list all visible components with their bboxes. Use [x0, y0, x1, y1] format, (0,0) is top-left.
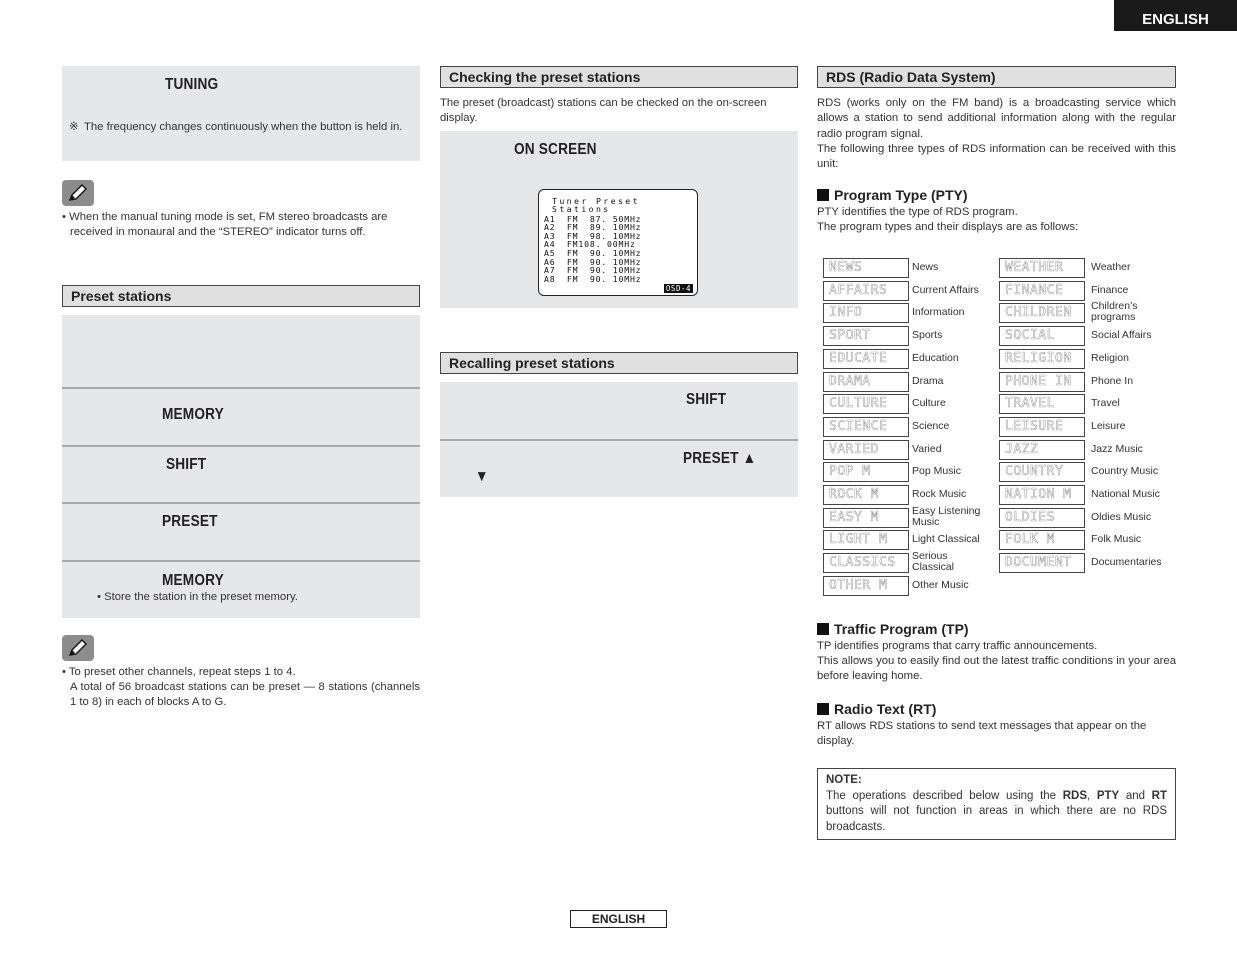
- pty-description: Weather: [1091, 261, 1131, 273]
- pty-description: Science: [912, 420, 950, 432]
- pty-description: Easy Listening Music: [912, 505, 981, 528]
- pty-description: News: [912, 261, 939, 273]
- preset-repeat-note: • To preset other channels, repeat steps 1 to 4. A total of 56 broadcast stations can be preset — 8 stations (channels 1 to 8) in each of blocks A to G.: [62, 665, 420, 711]
- square-bullet-icon: [817, 703, 829, 715]
- pty-description: Finance: [1091, 284, 1129, 296]
- pty-description: Social Affairs: [1091, 329, 1152, 341]
- osd-preset-display: [538, 189, 698, 296]
- tp-section: [817, 620, 1176, 840]
- osd-station-line: A6 FM 90. 10MHz: [544, 256, 642, 267]
- pty-code: INFO: [823, 303, 909, 323]
- osd-station-line: A4 FM108. 00MHz: [544, 239, 636, 250]
- pty-description: Travel: [1091, 397, 1120, 409]
- pty-code: OTHER M: [823, 576, 909, 596]
- manual-tuning-note: • When the manual tuning mode is set, FM stereo broadcasts are received in monaural and the “STEREO” indicator turns off.: [62, 211, 388, 239]
- pty-code: CULTURE: [823, 394, 909, 414]
- step-memory-1: [62, 387, 420, 445]
- shift-button-label: SHIFT: [166, 455, 207, 473]
- osd-station-line: A8 FM 90. 10MHz: [544, 273, 642, 284]
- pencil-note-icon: [62, 180, 94, 206]
- osd-tag: OSD-4: [665, 283, 691, 293]
- pty-code: LEISURE: [999, 417, 1085, 437]
- right-column: [817, 66, 1176, 833]
- rt-button-name: RT: [1151, 789, 1167, 802]
- osd-title: Tuner Preset Stations: [552, 195, 640, 215]
- recalling-preset-heading: Recalling preset stations: [440, 352, 798, 374]
- note-and: and: [1119, 789, 1152, 802]
- pty-description: Sports: [912, 329, 943, 341]
- note-text-b: buttons will not function in areas in which there are no RDS broadcasts.: [826, 805, 1167, 833]
- pty-code: DOCUMENT: [999, 553, 1085, 573]
- recall-shift-button-label: SHIFT: [686, 390, 727, 408]
- square-bullet-icon: [817, 623, 829, 635]
- pty-code: POP M: [823, 462, 909, 482]
- rt-heading-text: Radio Text (RT): [834, 700, 937, 717]
- pty-description: Documentaries: [1091, 556, 1162, 568]
- note-text-a: The operations described below using the: [826, 789, 1063, 802]
- note-comma: ,: [1087, 789, 1097, 802]
- rds-paragraph-2: The following three types of RDS information can be received with this unit:: [817, 142, 1176, 170]
- osd-station-line: A7 FM 90. 10MHz: [544, 265, 642, 276]
- step-shift: [62, 445, 420, 502]
- pty-code: RELIGION: [999, 349, 1085, 369]
- pty-code: DRAMA: [823, 372, 909, 392]
- pty-code: FINANCE: [999, 281, 1085, 301]
- tuning-panel: [62, 66, 420, 161]
- on-screen-button-label: ON SCREEN: [514, 140, 597, 158]
- pty-code: FOLK M: [999, 530, 1085, 550]
- pty-code: NEWS: [823, 258, 909, 278]
- pty-description: Children’s programs: [1091, 300, 1138, 323]
- pty-code: OLDIES: [999, 508, 1085, 528]
- pty-description: Current Affairs: [912, 284, 979, 296]
- preset-button-label: PRESET: [162, 512, 218, 530]
- note-title: NOTE:: [826, 774, 862, 787]
- tuning-button-label: TUNING: [165, 76, 219, 93]
- pty-description: Varied: [912, 443, 942, 455]
- pty-description: Rock Music: [912, 488, 967, 500]
- pty-description: Oldies Music: [1091, 511, 1152, 523]
- note-text: [826, 789, 1167, 836]
- tp-heading-text: Traffic Program (TP): [834, 621, 969, 637]
- osd-station-line: A1 FM 87. 50MHz: [544, 213, 642, 224]
- preset-intro-panel: [62, 315, 420, 387]
- rds-button-name: RDS: [1062, 789, 1087, 802]
- note-mark: ※: [69, 121, 79, 133]
- pty-code: SCIENCE: [823, 417, 909, 437]
- store-note-text: Store the station in the preset memory.: [104, 590, 298, 603]
- store-note: • Store the station in the preset memory.: [97, 590, 298, 603]
- preset-stations-heading: Preset stations: [62, 285, 420, 307]
- pty-code: NATION M: [999, 485, 1085, 505]
- rds-heading: RDS (Radio Data System): [817, 66, 1176, 88]
- pty-code: SPORT: [823, 326, 909, 346]
- middle-column: [440, 66, 798, 497]
- pty-code: EASY M: [823, 508, 909, 528]
- left-column: [62, 66, 420, 710]
- osd-station-line: A3 FM 98. 10MHz: [544, 230, 642, 241]
- pty-code: JAZZ: [999, 440, 1085, 460]
- pty-description: Education: [912, 352, 959, 364]
- osd-station-list: [544, 215, 697, 284]
- tuning-note: [69, 120, 415, 135]
- pty-code: PHONE IN: [999, 372, 1085, 392]
- manual-tuning-note-text: When the manual tuning mode is set, FM stereo broadcasts are received in monaural and the “STEREO” indicator turns off.: [69, 211, 388, 239]
- pty-description: Information: [912, 306, 965, 318]
- pty-description: [817, 205, 1176, 236]
- recall-preset-button-label: PRESET ▲: [683, 449, 757, 467]
- pty-description: National Music: [1091, 488, 1160, 500]
- pty-paragraph-2: The program types and their displays are as follows:: [817, 221, 1079, 234]
- recall-step-preset: [440, 439, 798, 497]
- osd-station-line: A2 FM 89. 10MHz: [544, 222, 642, 233]
- pencil-note-icon-2: [62, 635, 94, 661]
- checking-preset-text: The preset (broadcast) stations can be checked on the on-screen display.: [440, 97, 767, 125]
- pty-code: ROCK M: [823, 485, 909, 505]
- pty-code: CHILDREN: [999, 303, 1085, 323]
- rt-description: RT allows RDS stations to send text messages that appear on the display.: [817, 719, 1147, 747]
- memory-button-label-2: MEMORY: [162, 571, 224, 589]
- memory-button-label: MEMORY: [162, 405, 224, 423]
- pty-code: TRAVEL: [999, 394, 1085, 414]
- pty-description: Jazz Music: [1091, 443, 1143, 455]
- tp-heading: [817, 620, 1176, 639]
- down-arrow-icon: ▼: [475, 467, 489, 485]
- pty-button-name: PTY: [1096, 789, 1120, 802]
- pty-description: Leisure: [1091, 420, 1126, 432]
- rds-paragraph-1: RDS (works only on the FM band) is a broadcasting service which allows a station to send additional information along with the regular radio program signal.: [817, 97, 1176, 140]
- pty-code: WEATHER: [999, 258, 1085, 278]
- tuning-note-text: The frequency changes continuously when the button is held in.: [84, 121, 403, 133]
- pty-description: Phone In: [1091, 375, 1134, 387]
- pty-heading: [817, 186, 1176, 205]
- tp-paragraph-2: This allows you to easily find out the latest traffic conditions in your area before leaving home.: [817, 655, 1176, 683]
- preset-repeat-note-line1: To preset other channels, repeat steps 1 to 4.: [68, 665, 296, 678]
- pty-code: SOCIAL: [999, 326, 1085, 346]
- pty-code: LIGHT M: [823, 530, 909, 550]
- preset-repeat-note-line2: A total of 56 broadcast stations can be preset — 8 stations (channels 1 to 8) in each of blocks A to G.: [70, 680, 420, 708]
- step-preset: [62, 502, 420, 560]
- pty-code: AFFAIRS: [823, 281, 909, 301]
- tp-description: [817, 639, 1176, 685]
- rds-note-box: [817, 768, 1176, 840]
- square-bullet-icon: [817, 189, 829, 201]
- recall-step-shift: [440, 382, 798, 439]
- language-tab: ENGLISH: [1114, 0, 1237, 31]
- pty-description: Country Music: [1091, 465, 1159, 477]
- osd-station-line: A5 FM 90. 10MHz: [544, 248, 642, 259]
- checking-preset-heading: Checking the preset stations: [440, 66, 798, 88]
- pty-code: CLASSICS: [823, 553, 909, 573]
- footer-language-label: ENGLISH: [570, 910, 667, 928]
- pty-heading-text: Program Type (PTY): [834, 187, 968, 204]
- pty-description: Religion: [1091, 352, 1129, 364]
- pty-description: Light Classical: [912, 533, 980, 545]
- tp-paragraph-1: TP identifies programs that carry traffic announcements.: [817, 639, 1098, 652]
- step-memory-2: [62, 560, 420, 618]
- pty-description: Drama: [912, 375, 944, 387]
- pty-code: EDUCATE: [823, 349, 909, 369]
- rt-heading: [817, 700, 1176, 719]
- pty-description: Serious Classical: [912, 550, 955, 573]
- rds-description: [817, 96, 1176, 172]
- pty-paragraph-1: PTY identifies the type of RDS program.: [817, 206, 1018, 219]
- pty-description: Folk Music: [1091, 533, 1142, 545]
- pty-description: Other Music: [912, 579, 969, 591]
- pty-description: Pop Music: [912, 465, 962, 477]
- pty-code: COUNTRY: [999, 462, 1085, 482]
- pty-description: Culture: [912, 397, 946, 409]
- pty-code: VARIED: [823, 440, 909, 460]
- on-screen-panel: [440, 131, 798, 308]
